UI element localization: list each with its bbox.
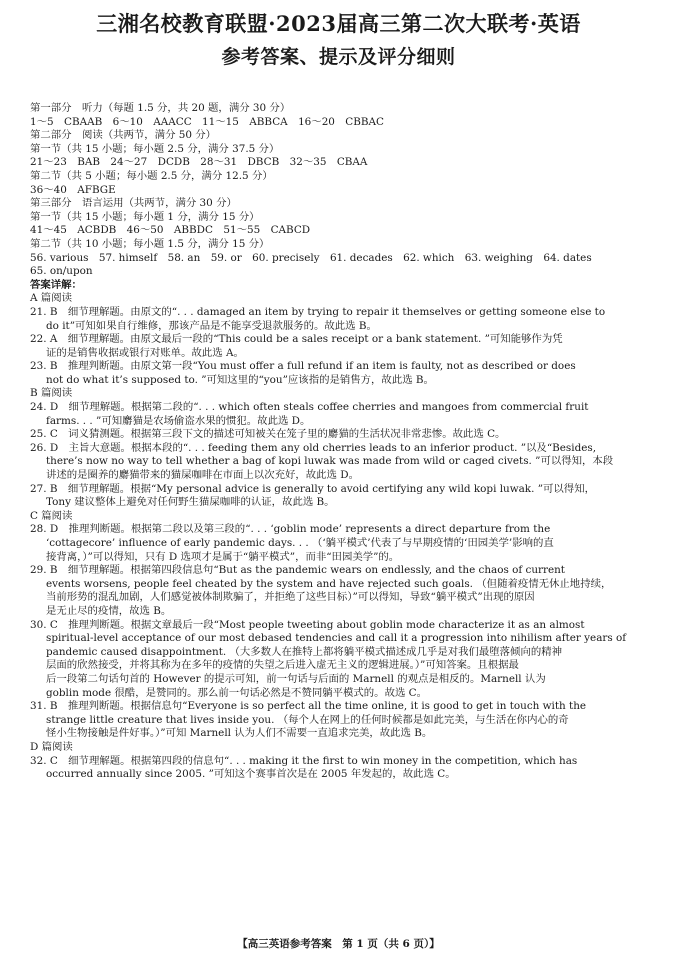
- explanation-continuation: do it”可知如果自行维修，那该产品是不能享受退款服务的。故此选 B。: [46, 319, 377, 332]
- explanation-item: [30, 401, 652, 428]
- explanation-item: [30, 700, 652, 741]
- explanation-first-line: 28. D 推理判断题。根据第二段以及第三段的“. . . ‘goblin mode’ represents a direct departure from the: [30, 523, 551, 536]
- answer-line: 第一节（共 15 小题；每小题 2.5 分，满分 37.5 分）: [30, 142, 280, 155]
- answer-line: 第一部分 听力（每题 1.5 分，共 20 题，满分 30 分）: [30, 102, 291, 114]
- answer-line: 第一节（共 15 小题；每小题 1 分，满分 15 分）: [30, 210, 260, 223]
- explanation-continuation: not do what it’s supposed to. ”可知这里的“you”应该指的是销售方，故此选 B。: [46, 373, 434, 386]
- explanation-item: [30, 333, 652, 360]
- section-d: [30, 741, 652, 782]
- explanation-item: [30, 483, 652, 510]
- document-subtitle: 参考答案、提示及评分细则: [221, 46, 456, 68]
- details-heading: 答案详解：: [30, 278, 82, 291]
- document-title: 三湘名校教育联盟·2023届高三第二次大联考·英语: [96, 11, 581, 36]
- explanation-first-line: 22. A 细节理解题。由原文最后一段的“This could be a sales receipt or a bank statement. ”可知能够作为凭: [30, 333, 563, 346]
- section-heading: A 篇阅读: [30, 292, 72, 305]
- section-c: [30, 510, 652, 741]
- explanation-continuation: strange little creature that lives inside you. （每个人在网上的任何时候都是如此完美，与生活在你内心的奇 怪小生物接触是件好事。）”可知 Marnell 认为人们不需要一直追求完美，故此选 B。: [46, 713, 569, 740]
- answer-line: 21～23 BAB 24～27 DCDB 28～31 DBCB 32～35 CBAA: [30, 156, 368, 169]
- explanation-first-line: 26. D 主旨大意题。根据本段的“. . . feeding them any old cherries leads to an inferior product. ”以及“Besides,: [30, 441, 597, 454]
- answer-line: 65. on/upon: [30, 265, 93, 278]
- explanation-item: [30, 306, 652, 333]
- explanation-continuation: ‘cottagecore’ influence of early pandemic days. . . （‘躺平模式’代表了与早期疫情的‘田园美学’影响的直 接背离，）”可以得知，只有 D 选项才是属于“躺平模式”，而非“田园美学”的。: [46, 537, 554, 563]
- explanation-continuation: 证的是销售收据或银行对账单。故此选 A。: [46, 346, 244, 359]
- explanation-first-line: 31. B 推理判断题。根据信息句“Everyone is so perfect all the time online, it is good to get in touch with the: [30, 700, 587, 713]
- explanation-first-line: 24. D 细节理解题。根据第二段的“. . . which often steals coffee cherries and mangoes from commercial fruit: [30, 401, 589, 414]
- section-a: [30, 292, 652, 387]
- explanation-continuation: there’s now no way to tell whether a bag of kopi luwak was made from wild or caged civets. ”可以得知，本段 讲述的是圈养的麝猫带来的猫屎咖啡在市面上以次充好，故此选 D。: [46, 455, 614, 482]
- page-footer: 【高三英语参考答案 第 1 页（共 6 页）】: [237, 938, 440, 950]
- document-body: [30, 102, 652, 782]
- explanation-item: [30, 564, 652, 618]
- explanation-first-line: 29. B 细节理解题。根据第四段信息句“But as the pandemic wears on endlessly, and the chaos of current: [30, 564, 565, 577]
- explanation-continuation: occurred annually since 2005. ”可知这个赛事首次是在 2005 年发起的，故此选 C。: [46, 768, 456, 781]
- explanation-first-line: 27. B 细节理解题。根据“My personal advice is generally to avoid certifying any wild kopi luwak. ”可以得知，: [30, 482, 595, 495]
- answer-key: [30, 102, 652, 279]
- explanation-continuation: spiritual-level acceptance of our most debased tendencies and call it a progression into nihilism after years of pandemic caused disappointment. （大多数人在推特上都将躺平模式描述成几乎是对我们最堕落倾向的精神 层面的欣然接受，并将其称为在多年的疫情的失望之后进入虚无主义的逻辑进展。）”可知答案。且根据最 后一段第二句话句首的 However 的提示可知，前一句话与后面的 Marnell 的观点是相反的。Marnell 认为 goblin mode 很酷，是赞同的。那么前一句话必然是不赞同躺平模式的。故选 C。: [46, 632, 627, 699]
- explanation-item: [30, 442, 652, 483]
- explanation-first-line: 32. C 细节理解题。根据第四段的信息句“. . . making it the first to win money in the competition, which has: [30, 754, 578, 767]
- explanation-first-line: 21. B 细节理解题。由原文的“. . . damaged an item by trying to repair it themselves or getting someone else to: [30, 305, 606, 318]
- answer-line: 36～40 AFBGE: [30, 183, 116, 196]
- explanation-item: [30, 619, 652, 701]
- explanation-item: [30, 428, 652, 442]
- explanation-first-line: 30. C 推理判断题。根据文章最后一段“Most people tweeting about goblin mode characterize it as an almost: [30, 618, 585, 631]
- explanation-continuation: farms. . . ”可知麝猫是农场偷盗水果的惯犯。故此选 D。: [46, 414, 311, 427]
- answer-line: 第二节（共 5 小题；每小题 2.5 分，满分 12.5 分）: [30, 169, 273, 182]
- answer-line: 56. various 57. himself 58. an 59. or 60. precisely 61. decades 62. which 63. weighing 64. dates: [30, 251, 592, 264]
- explanation-continuation: events worsens, people feel cheated by the system and have rejected such goals. （但随着疫情无休止地持续， 当前形势的混乱加剧，人们感觉被体制欺骗了，并拒绝了这些目标）”可以得知，导致“躺平模式”出现的原因 是无止尽的疫情，故选 B。: [46, 577, 612, 617]
- explanation-item: [30, 360, 652, 387]
- explanation-first-line: 25. C 词义猜测题。根据第三段下文的描述可知被关在笼子里的麝猫的生活状况非常悲惨。故此选 C。: [30, 428, 506, 441]
- explanation-item: [30, 523, 652, 564]
- answer-line: 第二部分 阅读（共两节，满分 50 分）: [30, 129, 217, 142]
- answer-line: 第二节（共 10 小题；每小题 1.5 分，满分 15 分）: [30, 237, 270, 250]
- section-b: [30, 387, 652, 509]
- section-heading: C 篇阅读: [30, 509, 73, 522]
- answer-line: 第三部分 语言运用（共两节，满分 30 分）: [30, 197, 237, 210]
- answer-line: 41～45 ACBDB 46～50 ABBDC 51～55 CABCD: [30, 224, 311, 237]
- explanation-continuation: Tony 建议整体上避免对任何野生猫屎咖啡的认证，故此选 B。: [46, 496, 335, 509]
- section-heading: D 篇阅读: [30, 740, 73, 753]
- explanation-item: [30, 755, 652, 782]
- explanation-first-line: 23. B 推理判断题。由原文第一段“You must offer a full refund if an item is faulty, not as described or does: [30, 360, 576, 373]
- answer-line: 1～5 CBAAB 6～10 AAACC 11～15 ABBCA 16～20 CBBAC: [30, 115, 384, 128]
- section-heading: B 篇阅读: [30, 387, 73, 400]
